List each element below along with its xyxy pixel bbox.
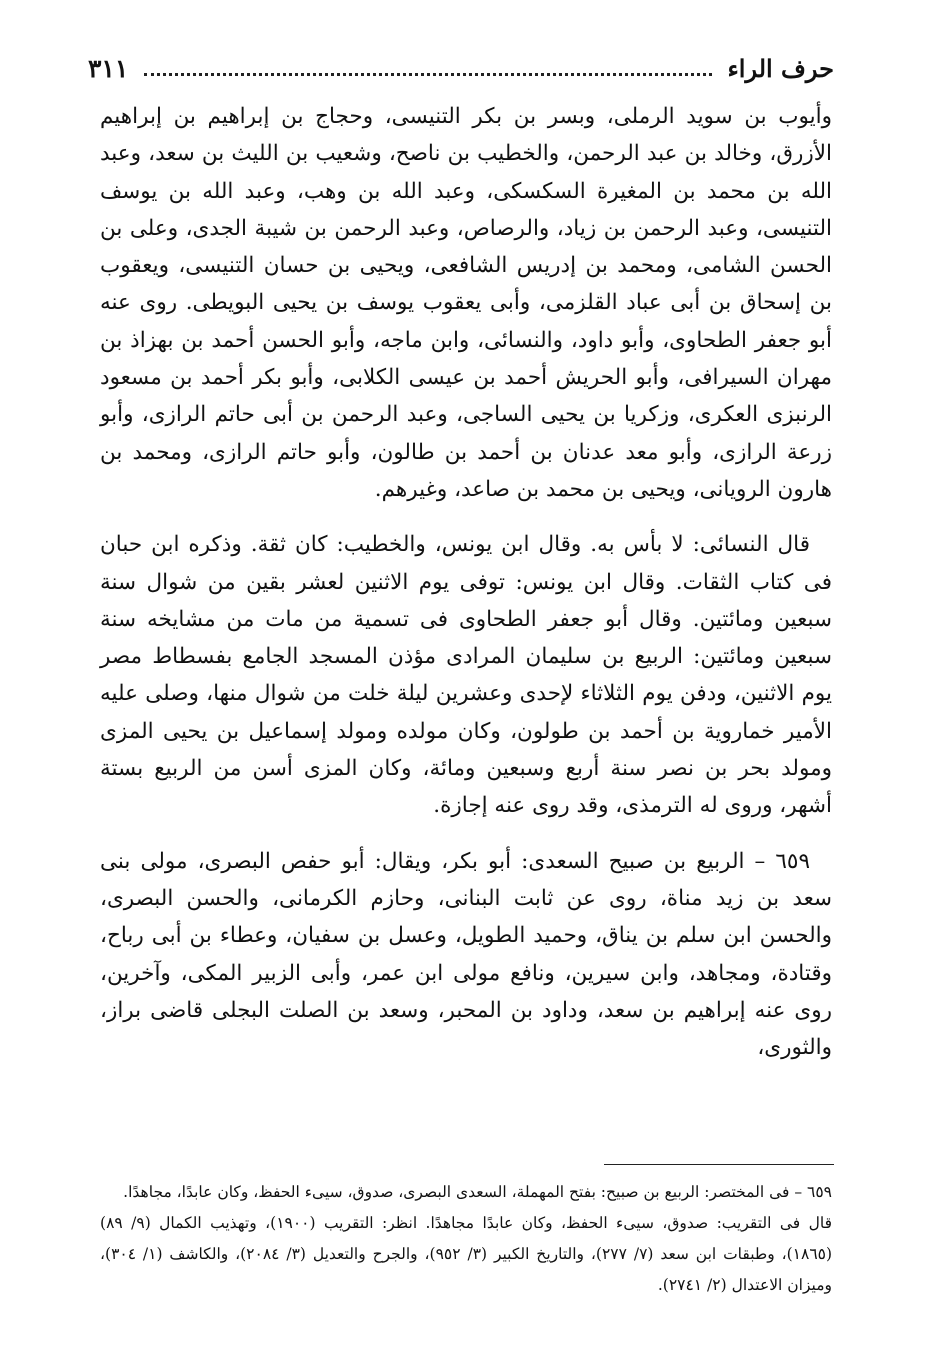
paragraph-narrators: وأيوب بن سويد الرملى، وبسر بن بكر التنيسى، وحجاج بن إبراهيم بن إبراهيم الأزرق، وخالد بن عبد الرحمن، والخطيب بن ناصح، وشعيب بن الليث بن سعد، وعبد الله بن محمد بن المغيرة السكسكى، وعبد الله بن وهب، وعبد الله بن يوسف التنيسى، وعبد الرحمن بن زياد، والرصاص، وعبد الرحمن بن شيبة الجدى، وعلى بن الحسن الشامى، ومحمد بن إدريس الشافعى، ويحيى بن حسان التنيسى، ويعقوب بن إسحاق بن أبى عباد القلزمى، وأبى يعقوب يوسف بن يحيى البويطى. روى عنه أبو جعفر الطحاوى، وأبو داود، والنسائى، وابن ماجه، وأبو الحسن أحمد بن بهزاذ بن مهران السيرافى، وأبو الحريش أحمد بن عيسى الكلابى، وأبو بكر أحمد بن مسعود الرنبزى العكرى، وزكريا بن يحيى الساجى، وعبد الرحمن بن أبى حاتم الرازى، وأبو زرعة الرازى، وأبو معد عدنان بن أحمد بن طالون، وأبو حاتم الرازى، ومحمد بن هارون الرويانى، ويحيى بن محمد بن صاعد، وغيرهم. [100,104,832,502]
chapter-title: حرف الراء [727,53,834,83]
footnote-line: ٦٥٩ – فى المختصر: الربيع بن صبيح: بفتح المهملة، السعدى البصرى، صدوق، سيىء الحفظ، وكان عابدًا، مجاهدًا. [123,1183,832,1201]
footnote-divider [604,1164,834,1165]
main-text [100,98,832,1066]
paragraph-entry-659: ٦٥٩ – الربيع بن صبيح السعدى: أبو بكر، ويقال: أبو حفص البصرى، مولى بنى سعد بن زيد مناة، روى عن ثابت البنانى، وحازم الكرمانى، والحسن البصرى، والحسن ابن سلم بن يناق، وحميد الطويل، وعسل بن سفيان، وعطاء بن أبى رباح، وقتادة، ومجاهد، وابن سيرين، ونافع مولى ابن عمر، وأبى الزبير المكى، وآخرين، روى عنه إبراهيم بن سعد، وداود بن المحبر، وسعد بن الصلت البجلى قاضى براز، والثورى، [100,848,832,1061]
footnotes [100,1177,832,1301]
page-number: ٣١١ [88,53,129,83]
dotted-leader [144,73,711,76]
footnote-line: قال فى التقريب: صدوق، سيىء الحفظ، وكان عابدًا مجاهدًا. انظر: التقريب (١٩٠٠)، وتهذيب الكمال (٩/ ٨٩) (١٨٦٥)، وطبقات ابن سعد (٧/ ٢٧٧)، والتاريخ الكبير (٣/ ٩٥٢)، والجرح والتعديل (٣/ ٢٠٨٤)، والكاشف (١/ ٣٠٤)، وميزان الاعتدال (٢/ ٢٧٤١). [100,1214,833,1294]
paragraph-assessment: قال النسائى: لا بأس به. وقال ابن يونس، والخطيب: كان ثقة. وذكره ابن حبان فى كتاب الثقات. وقال ابن يونس: توفى يوم الاثنين لعشر بقين من شوال سنة سبعين ومائتين. وقال أبو جعفر الطحاوى فى تسمية من مات من مشايخه سنة سبعين ومائتين: الربيع بن سليمان المرادى مؤذن المسجد الجامع بفسطاط مصر يوم الاثنين، ودفن يوم الثلاثاء لإحدى وعشرين ليلة خلت من شوال منها، وصلى عليه الأمير خماروية بن أحمد بن طولون، وكان مولده ومولد إسماعيل بن يحيى المزى ومولد بحر بن نصر سنة أربع وسبعين ومائة، وكان المزى أسن من الربيع بستة أشهر، وروى له الترمذى، وقد روى عنه إجازة. [100,532,832,819]
running-header [88,44,834,92]
